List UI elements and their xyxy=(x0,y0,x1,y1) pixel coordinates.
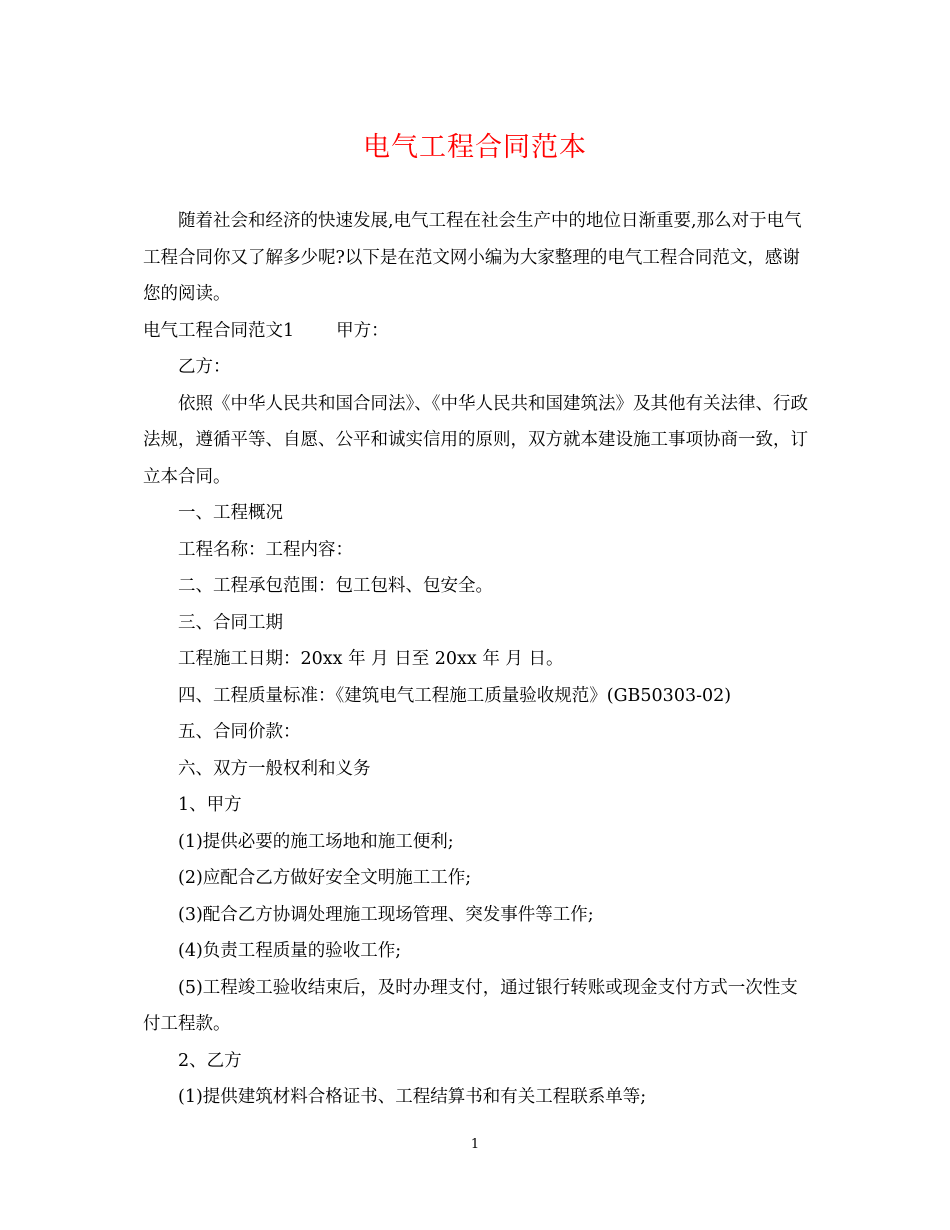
section-4-heading: 四、工程质量标准：《建筑电气工程施工质量验收规范》(GB50303-02) xyxy=(178,685,732,706)
section-6-heading: 六、双方一般权利和义务 xyxy=(178,758,371,779)
document-title: 电气工程合同范本 xyxy=(363,132,587,163)
party-a-heading: 1、甲方 xyxy=(178,795,242,815)
intro-paragraph: 随着社会和经济的快速发展,电气工程在社会生产中的地位日渐重要,那么对于电气工程合同你又了解多少呢?以下是在范文网小编为大家整理的电气工程合同范文，感谢您的阅读。 xyxy=(143,211,802,304)
section-2-heading: 二、工程承包范围：包工包料、包安全。 xyxy=(178,576,493,596)
party-b-item: (1)提供建筑材料合格证书、工程结算书和有关工程联系单等; xyxy=(178,1087,647,1107)
document-body xyxy=(143,203,808,1116)
page-number: 1 xyxy=(470,1137,480,1152)
party-b-label: 乙方： xyxy=(178,357,231,377)
sample-heading-line xyxy=(143,313,808,350)
party-a-item: (3)配合乙方协调处理施工现场管理、突发事件等工作; xyxy=(178,904,594,925)
party-a-label: 甲方： xyxy=(336,320,389,341)
construction-date-line: 工程施工日期：20xx 年 月 日至 20xx 年 月 日。 xyxy=(178,649,564,669)
section-1-heading: 一、工程概况 xyxy=(178,503,283,523)
party-a-item: (5)工程竣工验收结束后，及时办理支付，通过银行转账或现金支付方式一次性支付工程款。 xyxy=(143,977,798,1034)
project-name-line: 工程名称：工程内容： xyxy=(178,539,353,560)
party-a-item: (2)应配合乙方做好安全文明施工工作; xyxy=(178,868,472,888)
preamble-paragraph: 依照《中华人民共和国合同法》、《中华人民共和国建筑法》及其他有关法律、行政法规，遵循平等、自愿、公平和诚实信用的原则，双方就本建设施工事项协商一致，订立本合同。 xyxy=(143,393,808,487)
sample-heading: 电气工程合同范文1 xyxy=(143,320,295,341)
party-a-item: (1)提供必要的施工场地和施工便利; xyxy=(178,831,454,852)
party-b-heading: 2、乙方 xyxy=(178,1050,242,1071)
party-a-item: (4)负责工程质量的验收工作; xyxy=(178,941,402,961)
section-5-heading: 五、合同价款： xyxy=(178,722,301,742)
section-3-heading: 三、合同工期 xyxy=(178,612,283,633)
